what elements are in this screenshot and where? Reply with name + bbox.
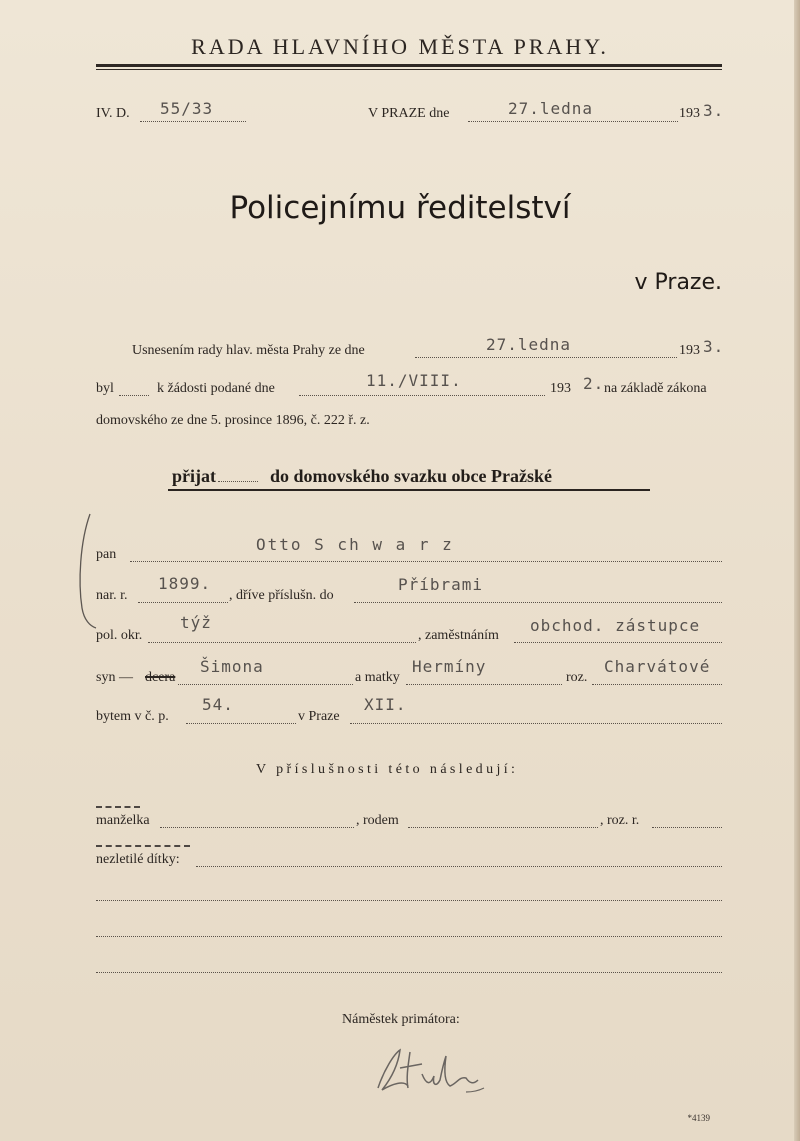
page-edge <box>794 0 800 1141</box>
name-line <box>130 561 722 562</box>
children-strike-mark <box>96 845 190 847</box>
prior-line <box>354 602 722 603</box>
children-line-2 <box>96 900 722 901</box>
request-label: k žádosti podané dne <box>157 381 275 396</box>
law-label: na základě zákona <box>604 381 707 396</box>
resolution-date: 27.ledna <box>486 335 572 354</box>
mother-line <box>406 684 562 685</box>
accepted-statement <box>172 466 552 487</box>
ref-number: 55/33 <box>160 99 214 118</box>
accepted-rest: do domovského svazku obce Pražské <box>270 466 553 486</box>
prague-line <box>350 723 722 724</box>
prior-label: , dříve příslušn. do <box>229 588 334 603</box>
district-label: pol. okr. <box>96 628 143 643</box>
district-value: týž <box>180 613 212 632</box>
header-rule-thin <box>96 69 722 70</box>
father-name: Šimona <box>200 657 264 676</box>
request-date: 11./VIII. <box>366 371 462 390</box>
pencil-bracket-mark <box>76 512 98 630</box>
mother-label: a matky <box>355 670 400 685</box>
maiden-line <box>592 684 722 685</box>
wife-label: manželka <box>96 813 150 828</box>
accepted-underline <box>168 489 650 491</box>
resolution-year-suffix: 3. <box>703 337 725 356</box>
following-heading: V příslušnosti této následují: <box>256 762 519 777</box>
house-number: 54. <box>202 695 234 714</box>
residence-label: bytem v č. p. <box>96 709 169 724</box>
ref-year-prefix: 193 <box>679 106 700 121</box>
born-year: 1899. <box>158 574 212 593</box>
resolution-year-prefix: 193 <box>679 343 700 358</box>
destination-city: v Praze. <box>634 270 722 295</box>
resolution-date-line <box>415 357 677 358</box>
children-line-1 <box>196 866 722 867</box>
occupation-line <box>514 642 722 643</box>
children-line-3 <box>96 936 722 937</box>
father-line <box>178 684 353 685</box>
header-rule-thick <box>96 64 722 67</box>
house-line <box>186 723 296 724</box>
accepted-word: přijat <box>172 466 216 486</box>
request-year-suffix: 2. <box>583 374 605 393</box>
prior-place: Příbrami <box>398 575 484 594</box>
ref-iv-label: IV. D. <box>96 106 130 121</box>
pan-label: pan <box>96 547 117 562</box>
wife-line <box>160 827 354 828</box>
ref-date-line <box>468 121 678 122</box>
maiden-name: Charvátové <box>604 657 711 676</box>
children-label: nezletilé dítky: <box>96 852 180 867</box>
mother-name: Hermíny <box>412 657 487 676</box>
ref-place-label: V PRAZE dne <box>368 106 450 121</box>
birthplace-line <box>408 827 598 828</box>
birthyear-label: , roz. r. <box>600 813 640 828</box>
born-label: nar. r. <box>96 588 128 603</box>
birthyear-line <box>652 827 722 828</box>
accepted-dots <box>218 481 258 482</box>
occupation-value: obchod. zástupce <box>530 616 701 635</box>
prague-label: v Praze <box>298 709 340 724</box>
signature-label: Náměstek primátora: <box>342 1012 460 1027</box>
council-header: RADA HLAVNÍHO MĚSTA PRAHY. <box>191 34 609 59</box>
wife-strike-mark <box>96 806 140 808</box>
ref-date: 27.ledna <box>508 99 594 118</box>
resolution-label: Usnesením rady hlav. města Prahy ze dne <box>132 343 365 358</box>
request-year-prefix: 193 <box>550 381 571 396</box>
district-line <box>148 642 416 643</box>
occupation-label: , zaměstnáním <box>418 628 499 643</box>
law-reference: domovského ze dne 5. prosince 1896, č. 222 ř. z. <box>96 413 370 428</box>
birthplace-label: , rodem <box>356 813 399 828</box>
page-title: Policejnímu ředitelství <box>229 190 571 226</box>
byl-label: byl <box>96 381 114 396</box>
ref-number-line <box>140 121 246 122</box>
handwritten-signature <box>370 1040 490 1100</box>
son-label: syn — <box>96 670 133 685</box>
born-line <box>138 602 228 603</box>
person-name: Otto S ch w a r z <box>256 535 454 554</box>
byl-line <box>119 395 149 396</box>
ref-year-suffix: 3. <box>703 101 725 120</box>
prague-district: XII. <box>364 695 407 714</box>
children-line-4 <box>96 972 722 973</box>
form-number: *4139 <box>687 1113 710 1123</box>
request-date-line <box>299 395 545 396</box>
daughter-label: dcera <box>145 670 176 685</box>
maiden-label: roz. <box>566 670 588 685</box>
